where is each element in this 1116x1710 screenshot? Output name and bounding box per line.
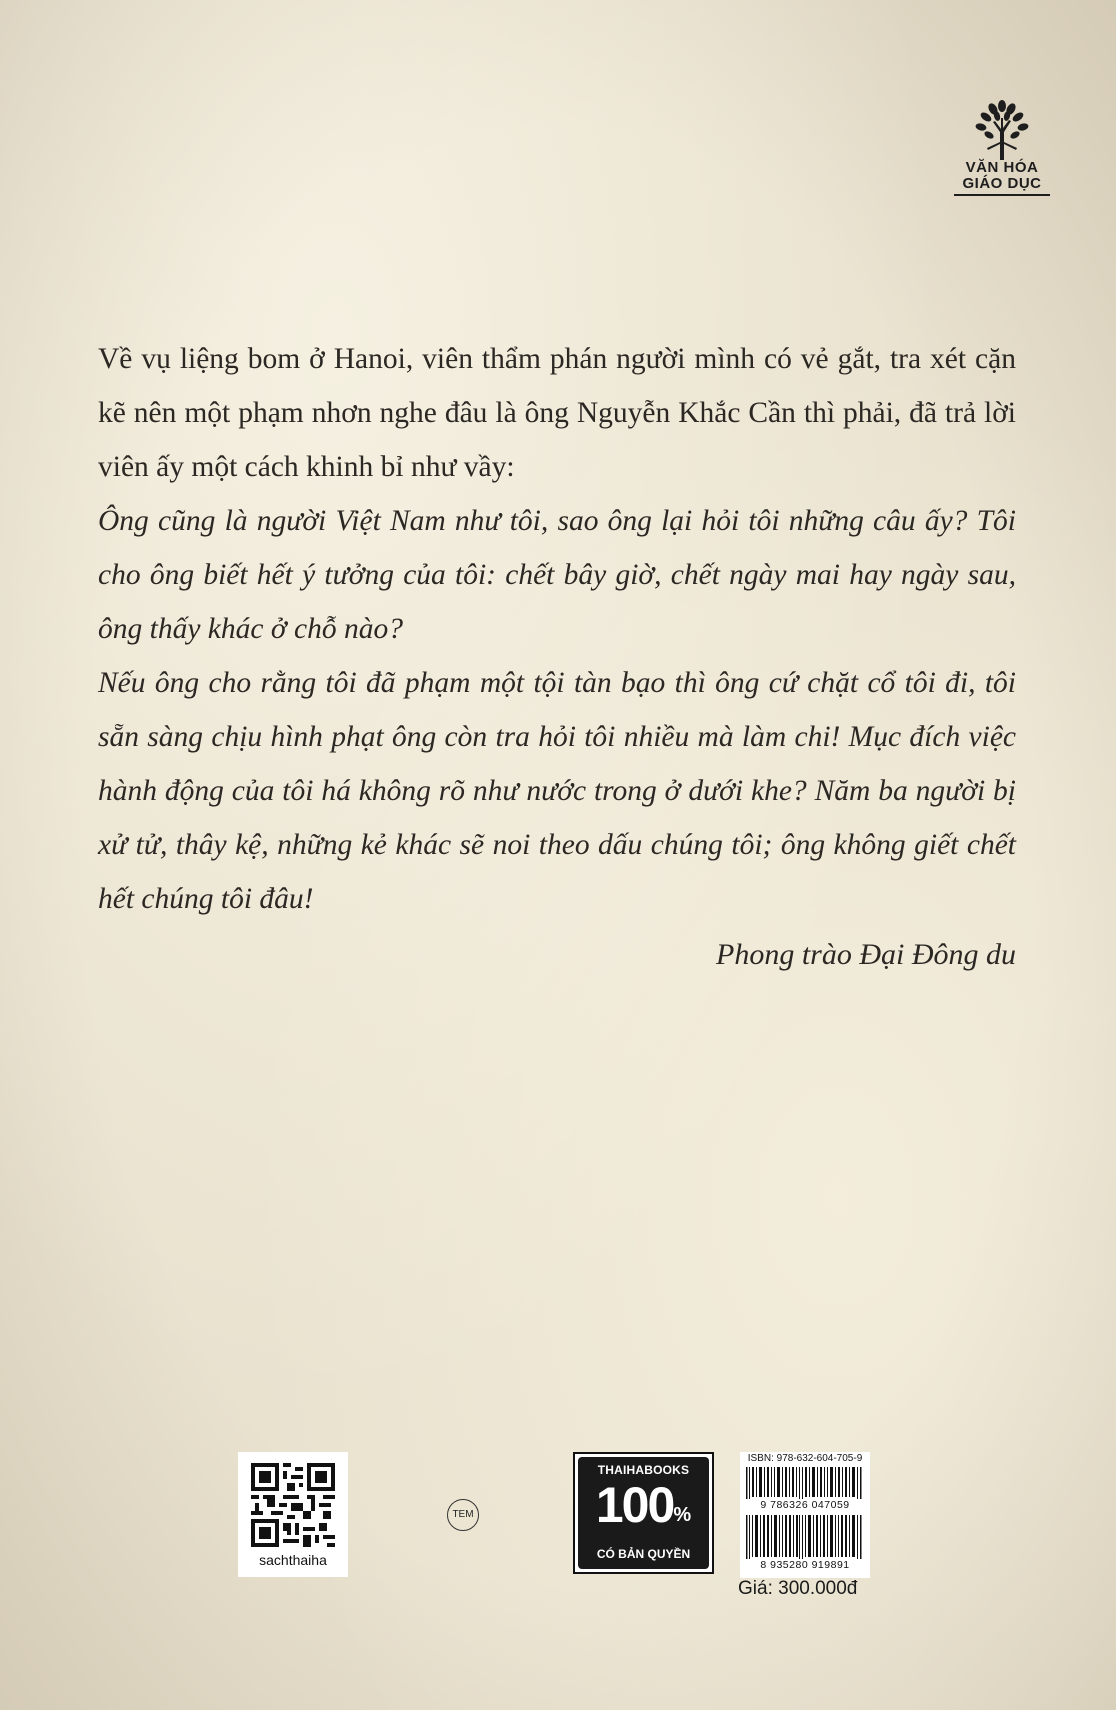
isbn-barcode (746, 1467, 864, 1499)
ean-barcode (746, 1515, 864, 1559)
logo-text-line2: GIÁO DỤC (962, 175, 1042, 192)
back-cover-text (98, 332, 1016, 982)
attribution: Phong trào Đại Đông du (716, 938, 1016, 971)
thaiha-percent: % (673, 1504, 692, 1526)
thaiha-brand: THAIHABOOKS (597, 1463, 690, 1477)
stamp-placeholder: TEM (447, 1499, 479, 1531)
thaiha-badge-inner (578, 1457, 709, 1569)
price-label: Giá: 300.000đ (738, 1578, 858, 1599)
tree-icon (967, 98, 1037, 160)
qr-code-icon (251, 1463, 335, 1547)
quote-paragraph-2: Nếu ông cho rằng tôi đã phạm một tội tàn bạo thì ông cứ chặt cổ tôi đi, tôi sẵn sàng chịu hình phạt ông còn tra hỏi tôi nhiều mà làm chi! Mục đích việc hành động của tôi há không rõ như nước trong ở dưới khe? Năm ba người bị xử tử, thây kệ, những kẻ khác sẽ noi theo dấu chúng tôi; ông không giết chết hết chúng tôi đâu! (98, 667, 1016, 915)
isbn-label: ISBN: 978-632-604-705-9 (747, 1453, 863, 1464)
qr-code-block (238, 1452, 348, 1577)
logo-text-line1: VĂN HÓA (965, 159, 1039, 176)
publisher-logo (950, 98, 1054, 208)
thaiha-number (578, 1477, 709, 1533)
ean-digits: 8 935280 919891 (760, 1559, 850, 1571)
thaiha-number-value: 100 (595, 1477, 674, 1533)
barcode-block (740, 1452, 870, 1578)
qr-caption: sachthaiha (259, 1552, 327, 1568)
intro-paragraph: Về vụ liệng bom ở Hanoi, viên thẩm phán người mình có vẻ gắt, tra xét cặn kẽ nên một phạm nhơn nghe đâu là ông Nguyễn Khắc Cần thì phải, đã trả lời viên ấy một cách khinh bỉ như vầy: (98, 343, 1016, 483)
thaiha-footer: CÓ BẢN QUYỀN (596, 1547, 691, 1561)
thaiha-copyright-badge (573, 1452, 714, 1574)
logo-underline (954, 194, 1050, 196)
isbn-digits: 9 786326 047059 (760, 1499, 850, 1511)
quote-paragraph-1: Ông cũng là người Việt Nam như tôi, sao ông lại hỏi tôi những câu ấy? Tôi cho ông biết hết ý tưởng của tôi: chết bây giờ, chết ngày mai hay ngày sau, ông thấy khác ở chỗ nào? (98, 505, 1016, 645)
